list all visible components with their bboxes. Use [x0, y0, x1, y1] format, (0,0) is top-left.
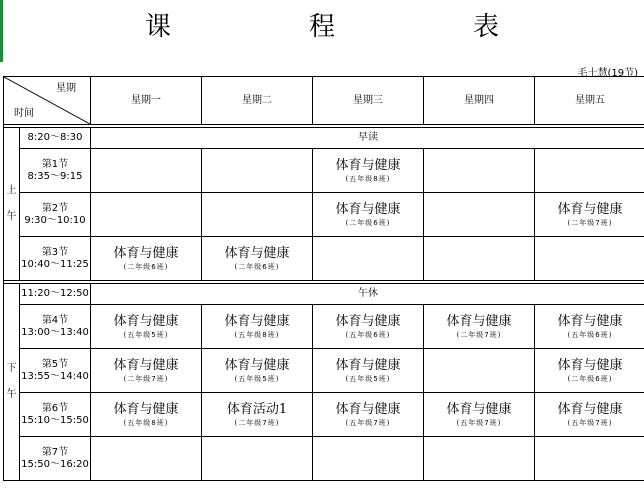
row-p3	[4, 237, 644, 281]
row-p7	[4, 437, 644, 481]
schedule-cell	[91, 437, 202, 481]
period-time: 15:10～15:50	[21, 414, 89, 426]
subject-name: 体育与健康	[224, 245, 290, 261]
schedule-cell	[535, 437, 644, 481]
period-time: 9:30～10:10	[24, 214, 86, 226]
schedule-cell	[91, 393, 202, 437]
schedule-cell	[313, 305, 424, 349]
period-time-cell	[20, 305, 91, 349]
class-name: (二年级7班)	[234, 418, 280, 427]
period-time-cell	[20, 437, 91, 481]
class-name: (五年级5班)	[234, 374, 280, 383]
period-time-cell	[20, 237, 91, 281]
period-time: 10:40～11:25	[21, 258, 89, 270]
header-row	[4, 77, 644, 125]
schedule-cell	[91, 149, 202, 193]
day-header-fri: 星期五	[535, 77, 644, 125]
half-afternoon	[4, 284, 20, 481]
schedule-cell	[91, 237, 202, 281]
schedule-cell	[424, 193, 535, 237]
class-name: (五年级8班)	[234, 330, 280, 339]
row-p4	[4, 305, 644, 349]
schedule-cell	[535, 393, 644, 437]
class-name: (五年级6班)	[345, 330, 391, 339]
schedule-cell	[91, 349, 202, 393]
schedule-cell	[424, 393, 535, 437]
schedule-cell	[202, 237, 313, 281]
schedule-cell	[424, 305, 535, 349]
period-label: 第2节	[41, 202, 69, 214]
period-label: 第1节	[41, 158, 69, 170]
schedule-cell	[424, 437, 535, 481]
schedule-cell	[202, 349, 313, 393]
subject-name: 体育与健康	[335, 357, 401, 373]
schedule-cell	[202, 149, 313, 193]
period-time-cell	[20, 193, 91, 237]
period-time: 13:55～14:40	[21, 370, 89, 382]
period-label: 第5节	[41, 358, 69, 370]
class-name: (五年级8班)	[123, 418, 169, 427]
schedule-cell	[313, 349, 424, 393]
row-p1	[4, 149, 644, 193]
schedule-cell	[202, 193, 313, 237]
period-label: 第6节	[41, 402, 69, 414]
row-wuxiu	[4, 284, 644, 305]
class-name: (二年级7班)	[567, 218, 613, 227]
class-name: (五年级5班)	[123, 330, 169, 339]
schedule-cell	[535, 149, 644, 193]
row-p5	[4, 349, 644, 393]
class-name: (五年级6班)	[567, 330, 613, 339]
subject-name: 体育与健康	[224, 357, 290, 373]
subject-name: 体育与健康	[335, 157, 401, 173]
schedule-cell	[535, 193, 644, 237]
class-name: (二年级7班)	[456, 330, 502, 339]
class-name: (二年级6班)	[234, 262, 280, 271]
subject-name: 体育与健康	[224, 313, 290, 329]
schedule-cell	[424, 237, 535, 281]
schedule-cell	[91, 305, 202, 349]
subject-name: 体育与健康	[335, 313, 401, 329]
row-p2	[4, 193, 644, 237]
schedule-cell	[313, 437, 424, 481]
period-time: 13:00～13:40	[21, 326, 89, 338]
teacher-label: 毛士慧(19节)	[577, 68, 638, 79]
schedule-cell	[535, 349, 644, 393]
class-name: (五年级8班)	[345, 174, 391, 183]
period-time-cell	[20, 149, 91, 193]
subject-name: 体育与健康	[557, 313, 623, 329]
corner-cell	[4, 77, 91, 125]
subject-name: 体育与健康	[557, 357, 623, 373]
subject-name: 体育与健康	[446, 313, 512, 329]
zaodu-label: 早读	[91, 128, 644, 149]
class-name: (二年级7班)	[123, 374, 169, 383]
subject-name: 体育活动1	[226, 401, 288, 417]
class-name: (五年级7班)	[567, 418, 613, 427]
subject-name: 体育与健康	[557, 201, 623, 217]
schedule-cell	[313, 193, 424, 237]
timetable	[3, 76, 644, 481]
schedule-cell	[535, 305, 644, 349]
class-name: (五年级7班)	[345, 418, 391, 427]
schedule-cell	[202, 437, 313, 481]
row-p6	[4, 393, 644, 437]
schedule-cell	[313, 149, 424, 193]
schedule-cell	[313, 393, 424, 437]
subject-name: 体育与健康	[557, 401, 623, 417]
day-header-mon: 星期一	[91, 77, 202, 125]
time-wuxiu: 11:20～12:50	[20, 284, 91, 305]
schedule-cell	[202, 305, 313, 349]
schedule-cell	[313, 237, 424, 281]
period-time-cell	[20, 349, 91, 393]
period-time: 15:50～16:20	[21, 458, 89, 470]
class-name: (五年级5班)	[345, 374, 391, 383]
subject-name: 体育与健康	[113, 313, 179, 329]
subject-name: 体育与健康	[113, 401, 179, 417]
week-axis-label: 星期	[56, 83, 76, 94]
schedule-cell	[424, 149, 535, 193]
period-label: 第4节	[41, 314, 69, 326]
subject-name: 体育与健康	[446, 401, 512, 417]
wuxiu-label: 午休	[91, 284, 644, 305]
period-label: 第3节	[41, 246, 69, 258]
period-time: 8:35～9:15	[27, 170, 83, 182]
subject-name: 体育与健康	[335, 401, 401, 417]
half-afternoon-label: 下午	[6, 363, 17, 400]
schedule-cell	[91, 193, 202, 237]
period-time-cell	[20, 393, 91, 437]
class-name: (二年级6班)	[345, 218, 391, 227]
subject-name: 体育与健康	[113, 245, 179, 261]
subject-name: 体育与健康	[335, 201, 401, 217]
schedule-cell	[535, 237, 644, 281]
day-header-thu: 星期四	[424, 77, 535, 125]
class-name: (五年级7班)	[456, 418, 502, 427]
schedule-cell	[424, 349, 535, 393]
class-name: (二年级6班)	[567, 374, 613, 383]
day-header-wed: 星期三	[313, 77, 424, 125]
time-axis-label: 时间	[14, 108, 34, 119]
class-name: (二年级6班)	[123, 262, 169, 271]
period-label: 第7节	[41, 446, 69, 458]
schedule-cell	[202, 393, 313, 437]
day-header-tue: 星期二	[202, 77, 313, 125]
subject-name: 体育与健康	[113, 357, 179, 373]
half-morning	[4, 128, 20, 281]
half-morning-label: 上午	[6, 185, 17, 222]
time-zaodu: 8:20～8:30	[20, 128, 91, 149]
page-title: 课 程 表	[144, 12, 555, 42]
row-zaodu	[4, 128, 644, 149]
